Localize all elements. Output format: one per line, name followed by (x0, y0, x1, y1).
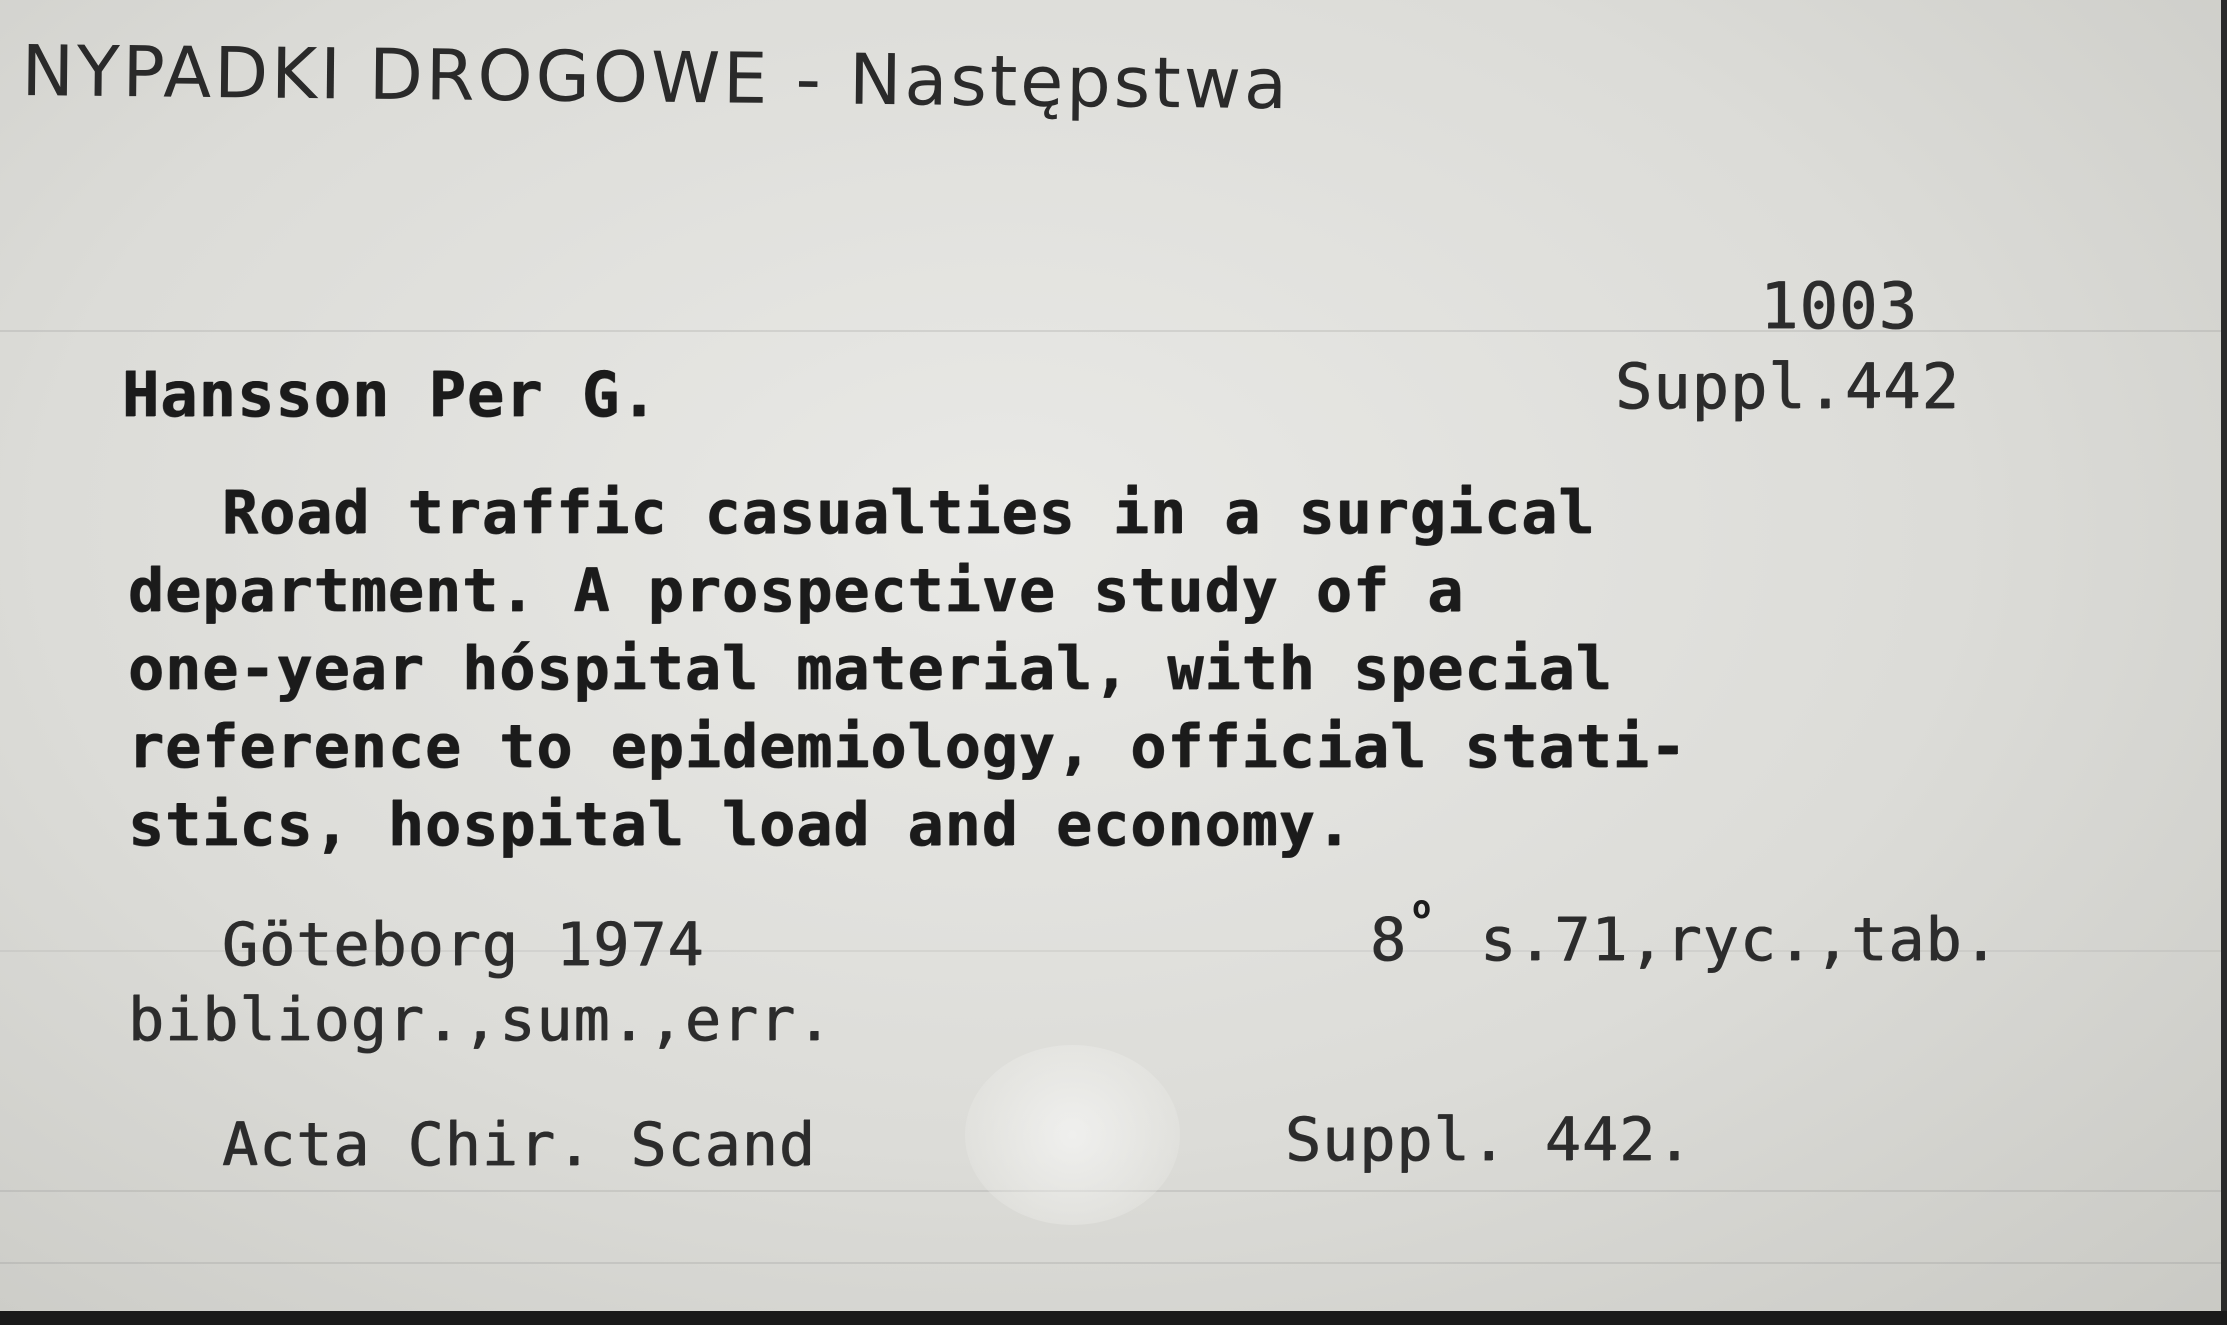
ruled-line (0, 1262, 2227, 1264)
notes: bibliogr.,sum.,err. (128, 985, 834, 1055)
series-supplement: Suppl. 442. (1285, 1105, 1694, 1175)
card-edge (0, 1311, 2227, 1325)
pagination: s.71,ryc.,tab. (1480, 905, 2000, 975)
title-line-4: reference to epidemiology, official stati- (128, 712, 1688, 782)
author-name: Hansson Per G. (122, 358, 659, 431)
title-line-2: department. A prospective study of a (128, 556, 1465, 626)
card-edge (2221, 0, 2227, 1325)
format-size: 8 (1370, 905, 1408, 975)
title-line-3: one-year hóspital material, with special (128, 634, 1613, 704)
title-line-5: stics, hospital load and economy. (128, 790, 1354, 860)
title-line-1: Road traffic casualties in a surgical (222, 478, 1596, 548)
card-number: 1003 (1760, 270, 1919, 344)
place-year: Göteborg 1974 (222, 910, 705, 980)
supplement-number: Suppl.442 (1615, 350, 1960, 423)
paper-stain (965, 1045, 1180, 1225)
series-title: Acta Chir. Scand (222, 1110, 816, 1180)
subject-heading: NYPADKI DROGOWE - Następstwa (21, 30, 1291, 126)
format-degree: o (1412, 888, 1432, 926)
